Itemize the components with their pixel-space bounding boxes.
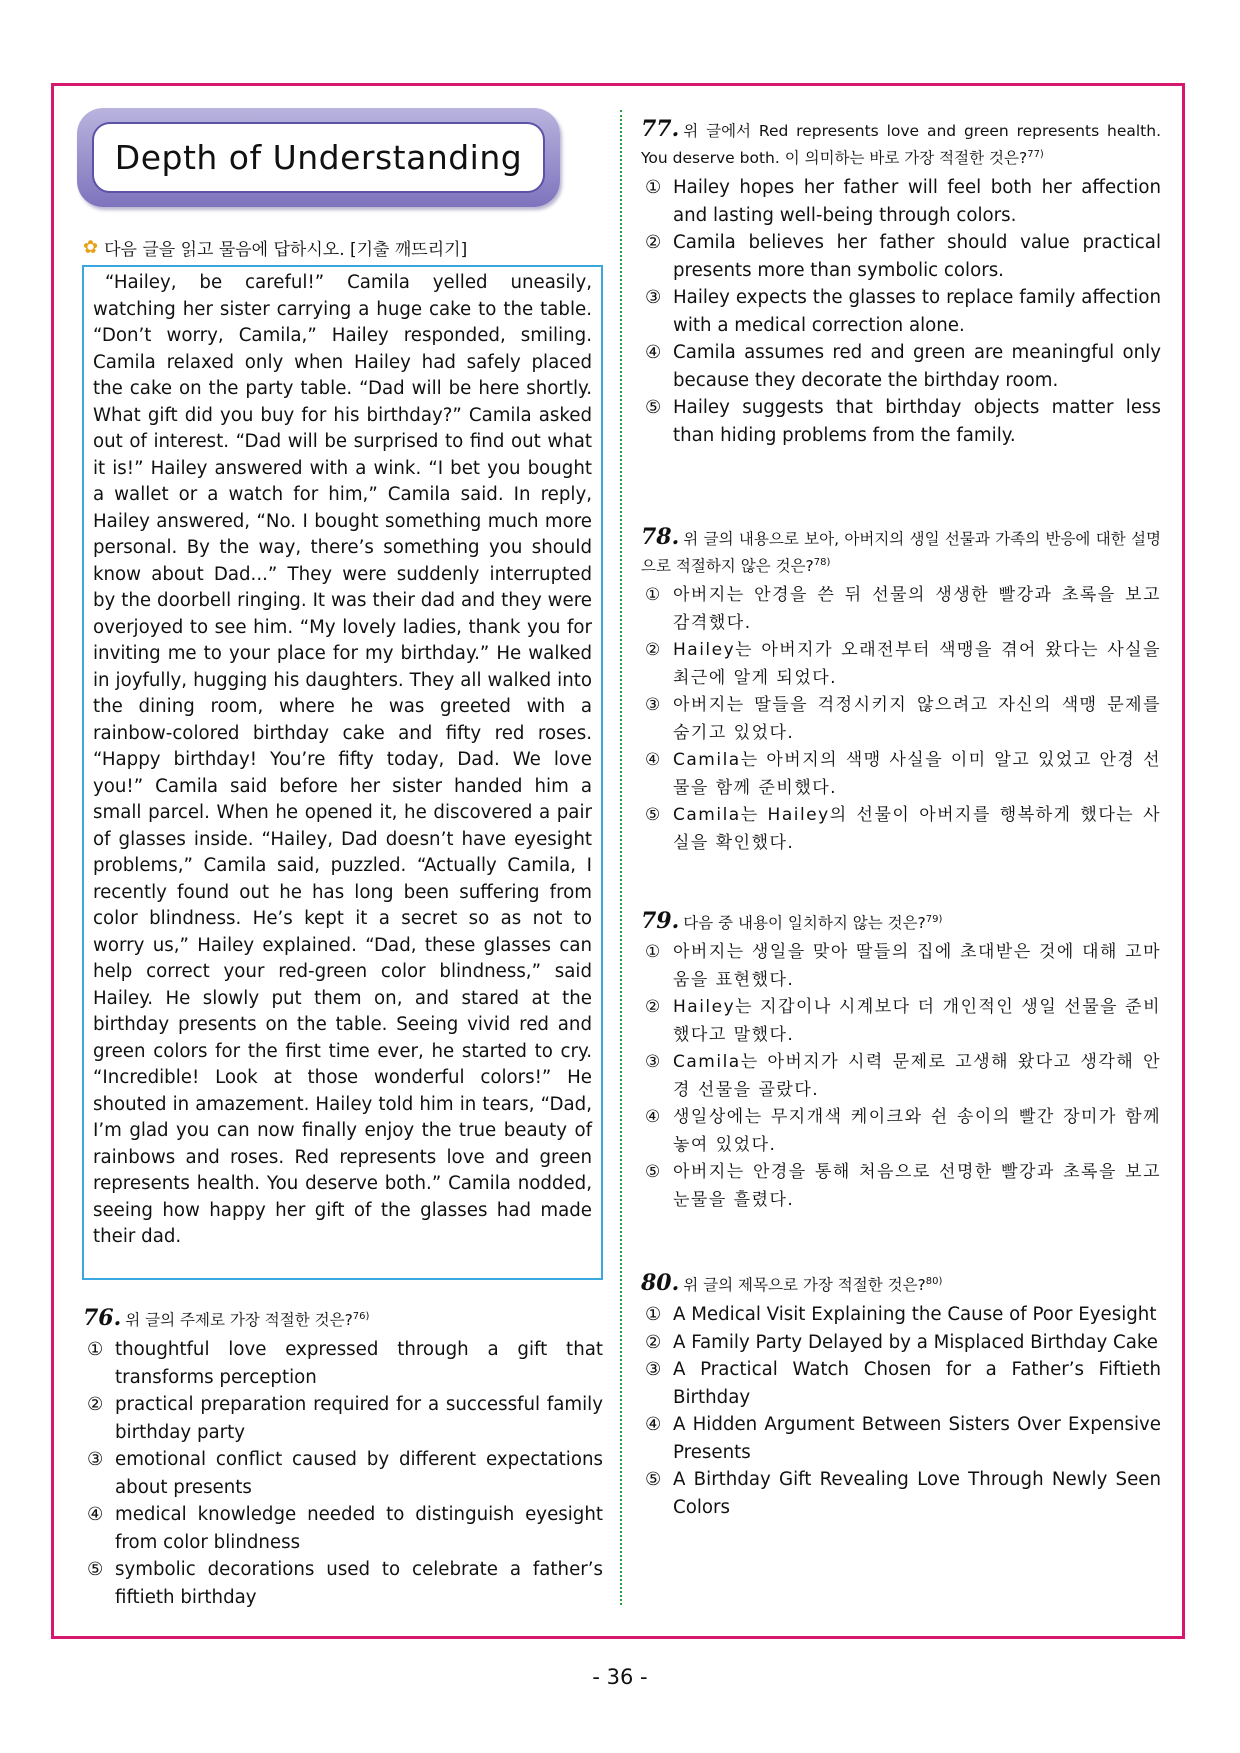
- option[interactable]: [641, 994, 1161, 1049]
- question-80-options: [641, 1301, 1161, 1521]
- flower-icon: ✿: [83, 237, 99, 258]
- option-text: A Practical Watch Chosen for a Father’s Fiftieth Birthday: [673, 1359, 1161, 1408]
- question-79-options: [641, 939, 1161, 1214]
- option-mark: ③: [87, 1449, 104, 1471]
- option[interactable]: [83, 1336, 603, 1391]
- question-77-number: 77.: [641, 116, 680, 142]
- question-76-number: 76.: [83, 1305, 122, 1332]
- question-79-number: 79.: [641, 908, 680, 935]
- option[interactable]: [641, 1411, 1161, 1466]
- option-mark: ①: [645, 942, 662, 963]
- question-76: [83, 1305, 603, 1611]
- option-mark: ④: [87, 1504, 104, 1526]
- question-80: [641, 1270, 1161, 1521]
- option-mark: ③: [645, 287, 662, 309]
- option-mark: ⑤: [645, 1162, 662, 1183]
- question-80-stem: [641, 1270, 1161, 1297]
- option-mark: ③: [645, 695, 662, 716]
- question-77-stem: [641, 117, 1161, 170]
- question-76-text: 위 글의 주제로 가장 적절한 것은?: [125, 1311, 353, 1330]
- option-text: Hailey는 아버지가 오래전부터 색맹을 겪어 왔다는 사실을 최근에 알게 되었다.: [673, 640, 1161, 688]
- option-text: thoughtful love expressed through a gift that transforms perception: [115, 1339, 603, 1388]
- page-number: - 36 -: [592, 1665, 648, 1689]
- option-text: emotional conflict caused by different expectations about presents: [115, 1449, 603, 1498]
- option-text: Hailey hopes her father will feel both her affection and lasting well-being through colors.: [673, 177, 1161, 226]
- option-mark: ⑤: [645, 397, 662, 419]
- option-text: Hailey expects the glasses to replace family affection with a medical correction alone.: [673, 287, 1161, 336]
- option-mark: ①: [87, 1339, 104, 1361]
- option[interactable]: [641, 1356, 1161, 1411]
- option[interactable]: [641, 939, 1161, 994]
- reading-passage: [82, 265, 603, 1280]
- option-text: A Family Party Delayed by a Misplaced Birthday Cake: [673, 1331, 1158, 1353]
- option-text: Hailey suggests that birthday objects matter less than hiding problems from the family.: [673, 397, 1161, 446]
- option-text: symbolic decorations used to celebrate a father’s fiftieth birthday: [115, 1559, 603, 1608]
- question-79: [641, 908, 1161, 1214]
- option-text: 생일상에는 무지개색 케이크와 쉰 송이의 빨간 장미가 함께 놓여 있었다.: [673, 1107, 1161, 1155]
- question-76-stem: [83, 1305, 603, 1332]
- option-mark: ⑤: [87, 1559, 104, 1581]
- option-text: Camila는 Hailey의 선물이 아버지를 행복하게 했다는 사실을 확인했다.: [673, 805, 1161, 853]
- option[interactable]: [641, 174, 1161, 229]
- option-text: Camila는 아버지의 색맹 사실을 이미 알고 있었고 안경 선물을 함께 준비했다.: [673, 750, 1161, 798]
- option-mark: ②: [645, 997, 662, 1018]
- option[interactable]: [641, 1466, 1161, 1521]
- option[interactable]: [641, 582, 1161, 637]
- option[interactable]: [641, 747, 1161, 802]
- option[interactable]: [641, 339, 1161, 394]
- option-text: 아버지는 안경을 쓴 뒤 선물의 생생한 빨강과 초록을 보고 감격했다.: [673, 585, 1161, 633]
- option-mark: ①: [645, 177, 662, 199]
- option[interactable]: [641, 1159, 1161, 1214]
- question-78-options: [641, 582, 1161, 857]
- option-text: practical preparation required for a successful family birthday party: [115, 1394, 603, 1443]
- option[interactable]: [641, 284, 1161, 339]
- option-mark: ④: [645, 750, 662, 771]
- question-77-options: [641, 174, 1161, 449]
- option-mark: ②: [645, 1331, 662, 1353]
- option-mark: ②: [87, 1394, 104, 1416]
- option[interactable]: [641, 802, 1161, 857]
- instruction-text: 다음 글을 읽고 물음에 답하시오. [기출 깨뜨리기]: [104, 240, 468, 260]
- option[interactable]: [641, 692, 1161, 747]
- option[interactable]: [641, 637, 1161, 692]
- option-text: Camila believes her father should value practical presents more than symbolic colors.: [673, 232, 1161, 281]
- question-77-text: 위 글에서 Red represents love and green represents health. You deserve both. 이 의미하는 바로 가장 적절한 것은?: [641, 122, 1161, 168]
- question-80-text: 위 글의 제목으로 가장 적절한 것은?: [683, 1276, 926, 1295]
- question-79-text: 다음 중 내용이 일치하지 않는 것은?: [683, 914, 926, 933]
- question-78-footnote: 78): [813, 557, 831, 568]
- option-text: A Medical Visit Explaining the Cause of Poor Eyesight: [673, 1304, 1157, 1326]
- option-mark: ①: [645, 585, 662, 606]
- option-mark: ③: [645, 1052, 662, 1073]
- option-mark: ②: [645, 232, 662, 254]
- option[interactable]: [641, 1104, 1161, 1159]
- question-79-footnote: 79): [925, 914, 943, 925]
- option-text: 아버지는 생일을 맞아 딸들의 집에 초대받은 것에 대해 고마움을 표현했다.: [673, 942, 1161, 990]
- question-79-stem: [641, 908, 1161, 935]
- option-mark: ②: [645, 640, 662, 661]
- question-76-options: [83, 1336, 603, 1611]
- question-78-stem: [641, 525, 1161, 578]
- option-text: Camila assumes red and green are meaningful only because they decorate the birthday room.: [673, 342, 1161, 391]
- option-text: A Birthday Gift Revealing Love Through Newly Seen Colors: [673, 1469, 1161, 1518]
- option-mark: ③: [645, 1359, 662, 1381]
- section-banner-inner: [92, 122, 545, 193]
- option-text: Camila는 아버지가 시력 문제로 고생해 왔다고 생각해 안경 선물을 골랐다.: [673, 1052, 1161, 1100]
- option-text: Hailey는 지갑이나 시계보다 더 개인적인 생일 선물을 준비했다고 말했다.: [673, 997, 1161, 1045]
- option-text: 아버지는 딸들을 걱정시키지 않으려고 자신의 색맹 문제를 숨기고 있었다.: [673, 695, 1161, 743]
- question-78-number: 78.: [641, 524, 680, 550]
- passage-text: “Hailey, be careful!” Camila yelled uneasily, watching her sister carrying a huge cake to the table. “Don’t worry, Camila,” Hailey responded, smiling. Camila relaxed only when Hailey had safely placed the cake on the party table. “Dad will be here shortly. What gift did you buy for his birthday?” Camila asked out of interest. “Dad will be surprised to find out what it is!” Hailey answered with a wink. “I bet you bought a wallet or a watch for him,” Camila said. In reply, Hailey answered, “No. I bought something much more personal. By the way, there’s something you should know about Dad...” They were suddenly interrupted by the doorbell ringing. It was their dad and they were overjoyed to see him. “My lovely ladies, thank you for inviting me to your place for my birthday.” He walked in joyfully, hugging his daughters. They all walked into the dining room, where he was greeted with a rainbow-colored birthday cake and fifty red roses. “Happy birthday! You’re fifty today, Dad. We love you!” Camila said before her sister handed him a small parcel. When he opened it, he discovered a pair of glasses inside. “Hailey, Dad doesn’t have eyesight problems,” Camila said, puzzled. “Actually Camila, I recently found out he has long been suffering from color blindness. He’s kept it a secret so as not to worry us,” Hailey explained. “Dad, these glasses can help correct your red-green color blindness,” said Hailey. He slowly put them on, and stared at the birthday presents on the table. Seeing vivid red and green colors for the first time ever, he started to cry. “Incredible! Look at those wonderful colors!” He shouted in amazement. Hailey told him in tears, “Dad, I’m glad you can now finally enjoy the true beauty of rainbows and roses. Red represents love and green represents health. You deserve both.” Camila nodded, seeing how happy her gift of the glasses had made their dad.: [93, 272, 592, 1247]
- option-text: medical knowledge needed to distinguish eyesight from color blindness: [115, 1504, 603, 1553]
- question-78: [641, 525, 1161, 857]
- option-mark: ①: [645, 1304, 662, 1326]
- column-divider: [620, 110, 622, 1605]
- section-banner: [77, 108, 560, 207]
- question-77-footnote: 77): [1027, 149, 1044, 160]
- option[interactable]: [83, 1501, 603, 1556]
- option-text: A Hidden Argument Between Sisters Over Expensive Presents: [673, 1414, 1161, 1463]
- question-76-footnote: 76): [352, 1311, 370, 1322]
- option-mark: ④: [645, 342, 662, 364]
- option[interactable]: [83, 1446, 603, 1501]
- question-78-text: 위 글의 내용으로 보아, 아버지의 생일 선물과 가족의 반응에 대한 설명으로 적절하지 않은 것은?: [641, 530, 1161, 576]
- option-mark: ④: [645, 1414, 662, 1436]
- option[interactable]: [83, 1391, 603, 1446]
- option[interactable]: [641, 229, 1161, 284]
- option-mark: ⑤: [645, 805, 662, 826]
- option-text: 아버지는 안경을 통해 처음으로 선명한 빨강과 초록을 보고 눈물을 흘렸다.: [673, 1162, 1161, 1210]
- option[interactable]: [83, 1556, 603, 1611]
- option-mark: ④: [645, 1107, 662, 1128]
- option-mark: ⑤: [645, 1469, 662, 1491]
- option[interactable]: [641, 394, 1161, 449]
- question-80-number: 80.: [641, 1270, 680, 1297]
- question-80-footnote: 80): [925, 1276, 943, 1287]
- option[interactable]: [641, 1049, 1161, 1104]
- section-title: Depth of Understanding: [114, 138, 523, 177]
- option[interactable]: [641, 1329, 1161, 1357]
- instruction: [83, 235, 467, 260]
- question-77: [641, 117, 1161, 449]
- option[interactable]: [641, 1301, 1161, 1329]
